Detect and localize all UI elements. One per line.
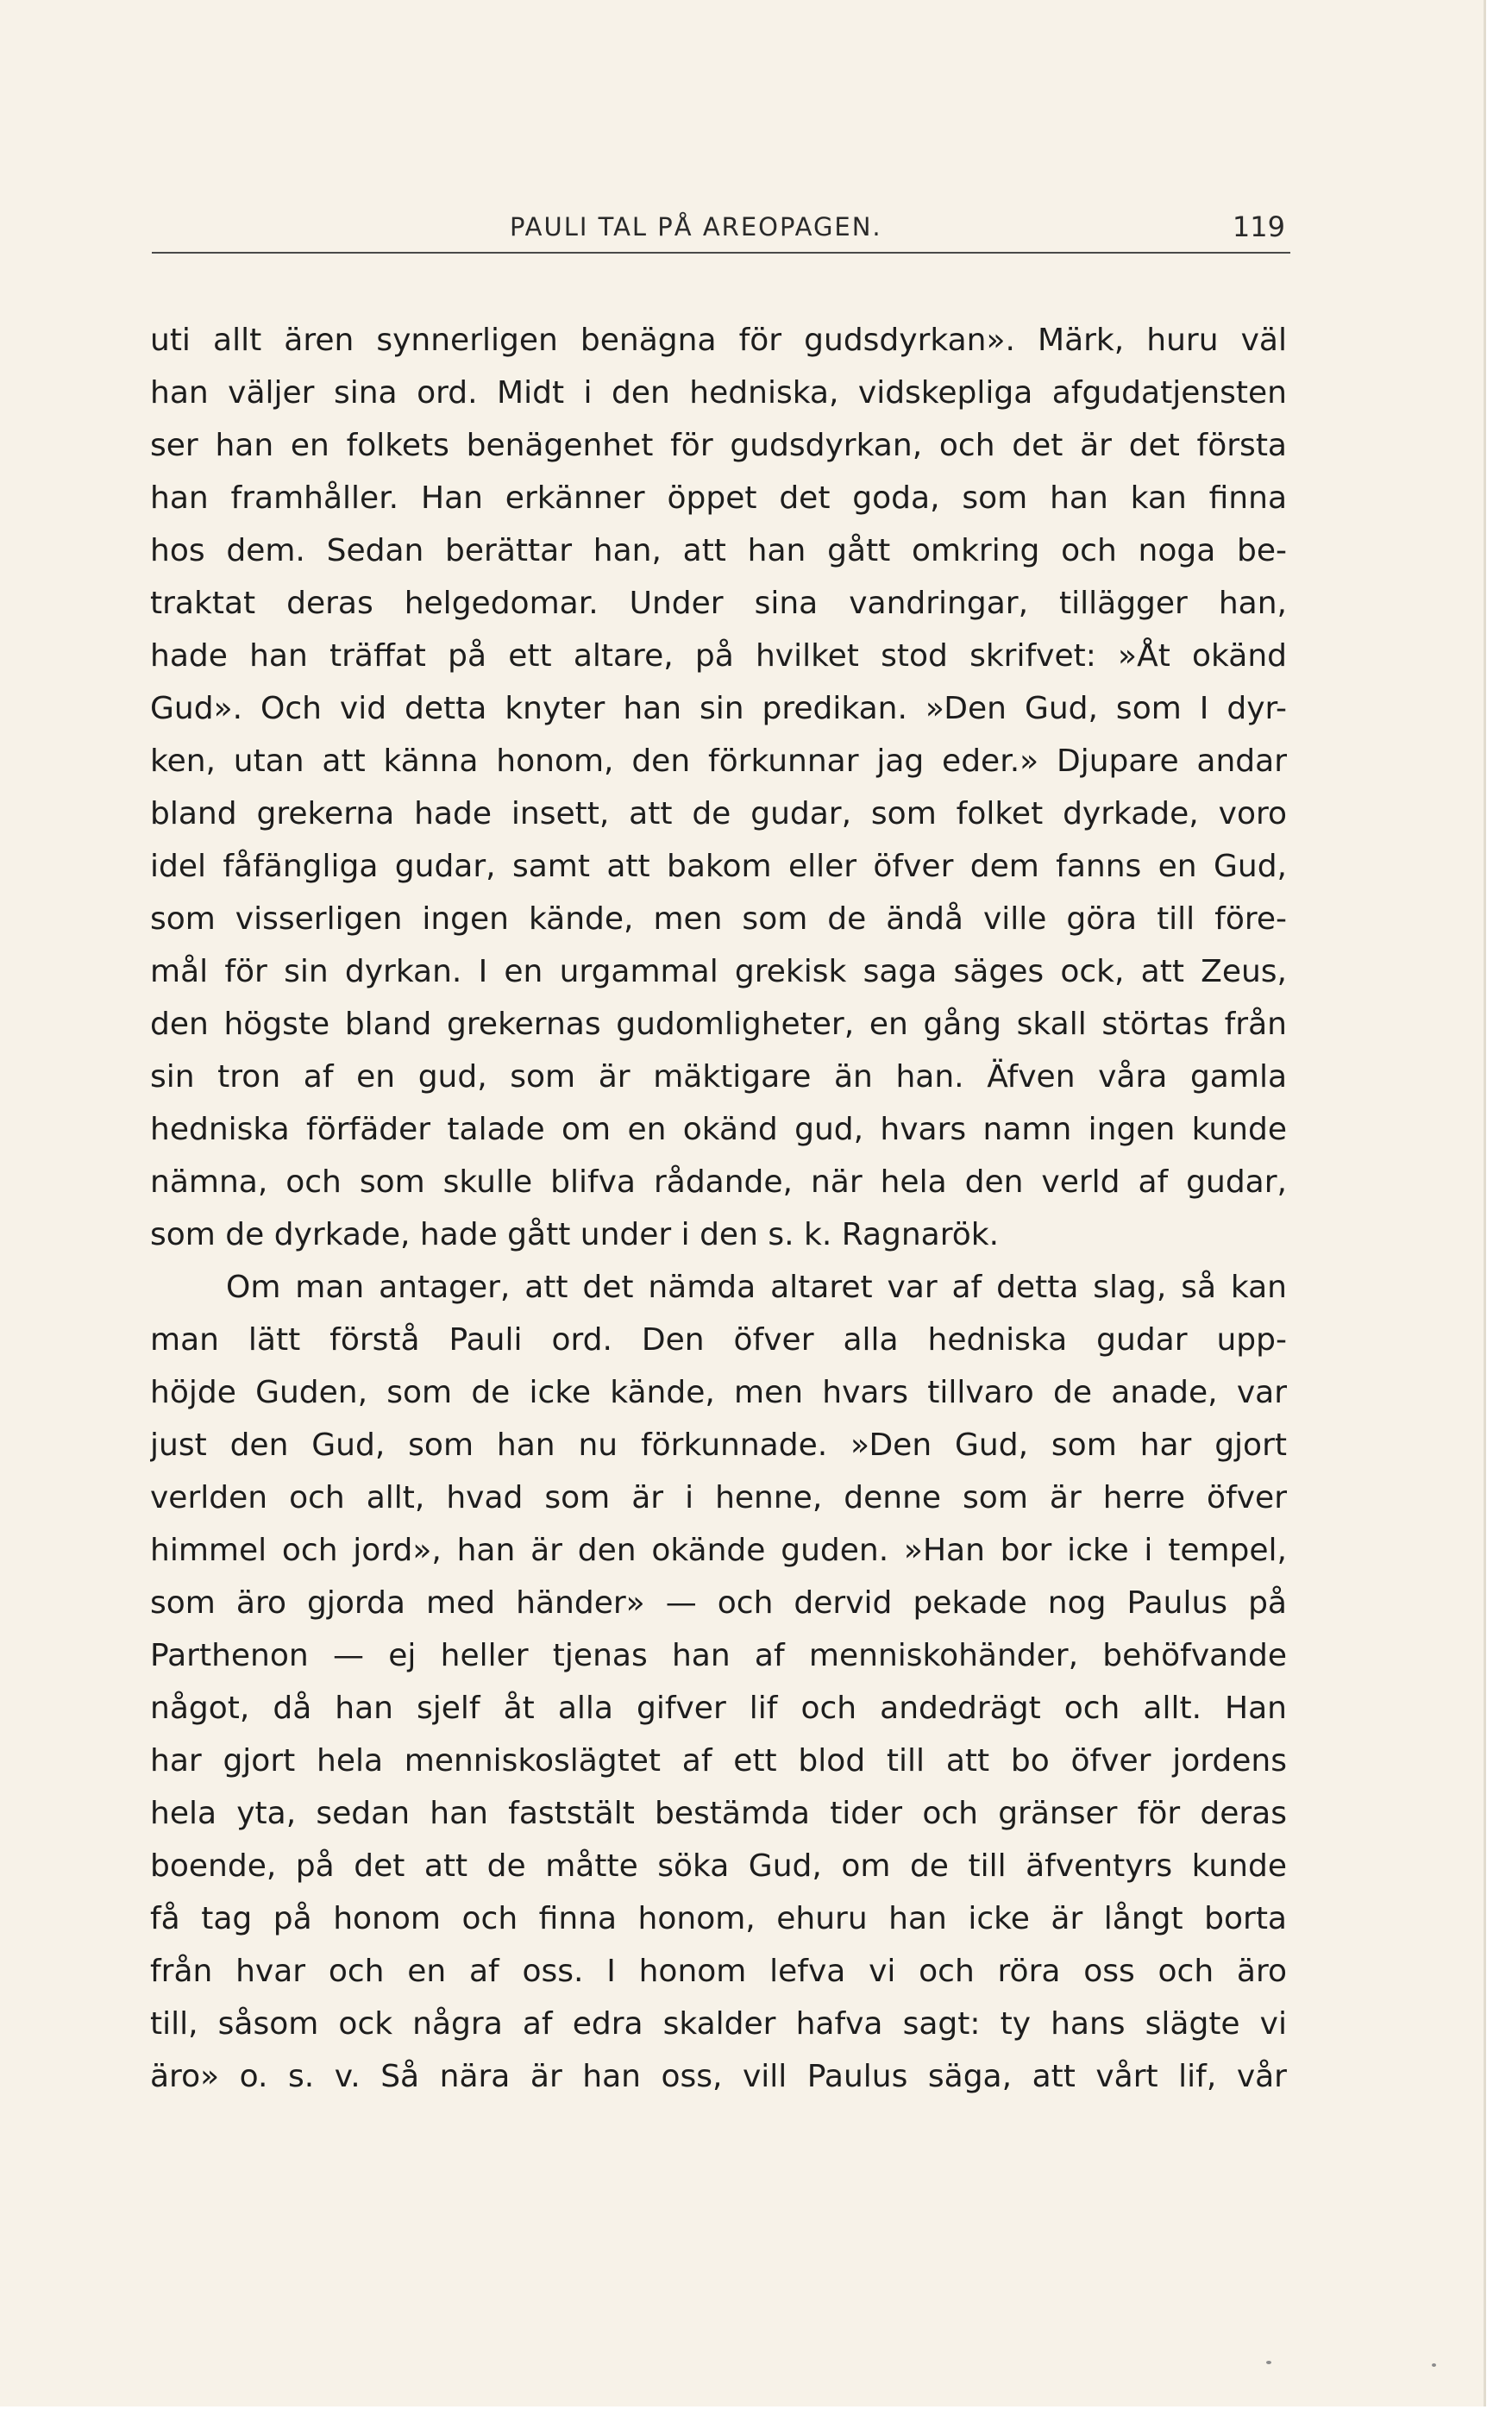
text-line: den högste bland grekernas gudomligheter, en gång skall störtas från (150, 1007, 1287, 1042)
text-line: verlden och allt, hvad som är i henne, denne som är herre öfver (150, 1480, 1287, 1515)
text-line: något, då han sjelf åt alla gifver lif och andedrägt och allt. Han (150, 1691, 1287, 1726)
text-line: han väljer sina ord. Midt i den hedniska, vidskepliga afgudatjensten (150, 375, 1287, 411)
text-line: himmel och jord», han är den okände guden. »Han bor icke i tempel, (150, 1533, 1287, 1568)
text-line: hedniska förfäder talade om en okänd gud, hvars namn ingen kunde (150, 1112, 1287, 1147)
text-line: Gud». Och vid detta knyter han sin predikan. »Den Gud, som I dyr- (150, 691, 1287, 726)
text-line: just den Gud, som han nu förkunnade. »Den Gud, som har gjort (150, 1427, 1287, 1463)
text-line: som äro gjorda med händer» — och dervid pekade nog Paulus på (150, 1585, 1287, 1621)
text-line: traktat deras helgedomar. Under sina vandringar, tillägger han, (150, 586, 1287, 621)
text-line: bland grekerna hade insett, att de gudar, som folket dyrkade, voro (150, 796, 1287, 831)
text-line: till, såsom ock några af edra skalder hafva sagt: ty hans slägte vi (150, 2006, 1287, 2042)
text-line: sin tron af en gud, som är mäktigare än han. Äfven våra gamla (150, 1059, 1287, 1095)
text-line: nämna, och som skulle blifva rådande, när hela den verld af gudar, (150, 1164, 1287, 1200)
text-line: som de dyrkade, hade gått under i den s. k. Ragnarök. (150, 1217, 1000, 1252)
paragraph-first-line: Om man antager, att det nämda altaret var af detta slag, så kan (226, 1270, 1287, 1305)
text-line: hade han träffat på ett altare, på hvilket stod skrifvet: »Åt okänd (150, 638, 1287, 674)
text-line: Parthenon — ej heller tjenas han af menniskohänder, behöfvande (150, 1638, 1287, 1673)
text-line: man lätt förstå Pauli ord. Den öfver alla hedniska gudar upp- (150, 1322, 1287, 1358)
text-line: han framhåller. Han erkänner öppet det goda, som han kan finna (150, 480, 1287, 516)
text-line: mål för sin dyrkan. I en urgammal grekisk saga säges ock, att Zeus, (150, 954, 1287, 989)
text-line: hela yta, sedan han faststält bestämda tider och gränser för deras (150, 1796, 1287, 1831)
text-line: höjde Guden, som de icke kände, men hvars tillvaro de anade, var (150, 1375, 1287, 1410)
text-line: idel fåfängliga gudar, samt att bakom eller öfver dem fanns en Gud, (150, 849, 1287, 884)
text-line: har gjort hela menniskoslägtet af ett blod till att bo öfver jordens (150, 1743, 1287, 1779)
text-line: ser han en folkets benägenhet för gudsdyrkan, och det är det första (150, 428, 1287, 463)
running-head: PAULI TAL PÅ AREOPAGEN. (510, 212, 882, 242)
text-line: äro» o. s. v. Så nära är han oss, vill Paulus säga, att vårt lif, vår (150, 2059, 1287, 2094)
text-line: hos dem. Sedan berättar han, att han gått omkring och noga be- (150, 533, 1287, 568)
page-number: 119 (1232, 210, 1285, 243)
text-line: som visserligen ingen kände, men som de ändå ville göra till före- (150, 901, 1287, 937)
text-line: få tag på honom och finna honom, ehuru han icke är långt borta (150, 1901, 1287, 1936)
text-line: ken, utan att känna honom, den förkunnar jag eder.» Djupare andar (150, 744, 1287, 779)
text-line: uti allt ären synnerligen benägna för gudsdyrkan». Märk, huru väl (150, 323, 1287, 358)
scan-speck (1432, 2363, 1436, 2367)
scan-speck (1266, 2361, 1271, 2364)
text-line: från hvar och en af oss. I honom lefva vi och röra oss och äro (150, 1954, 1287, 1989)
text-line: boende, på det att de måtte söka Gud, om de till äfventyrs kunde (150, 1848, 1287, 1884)
